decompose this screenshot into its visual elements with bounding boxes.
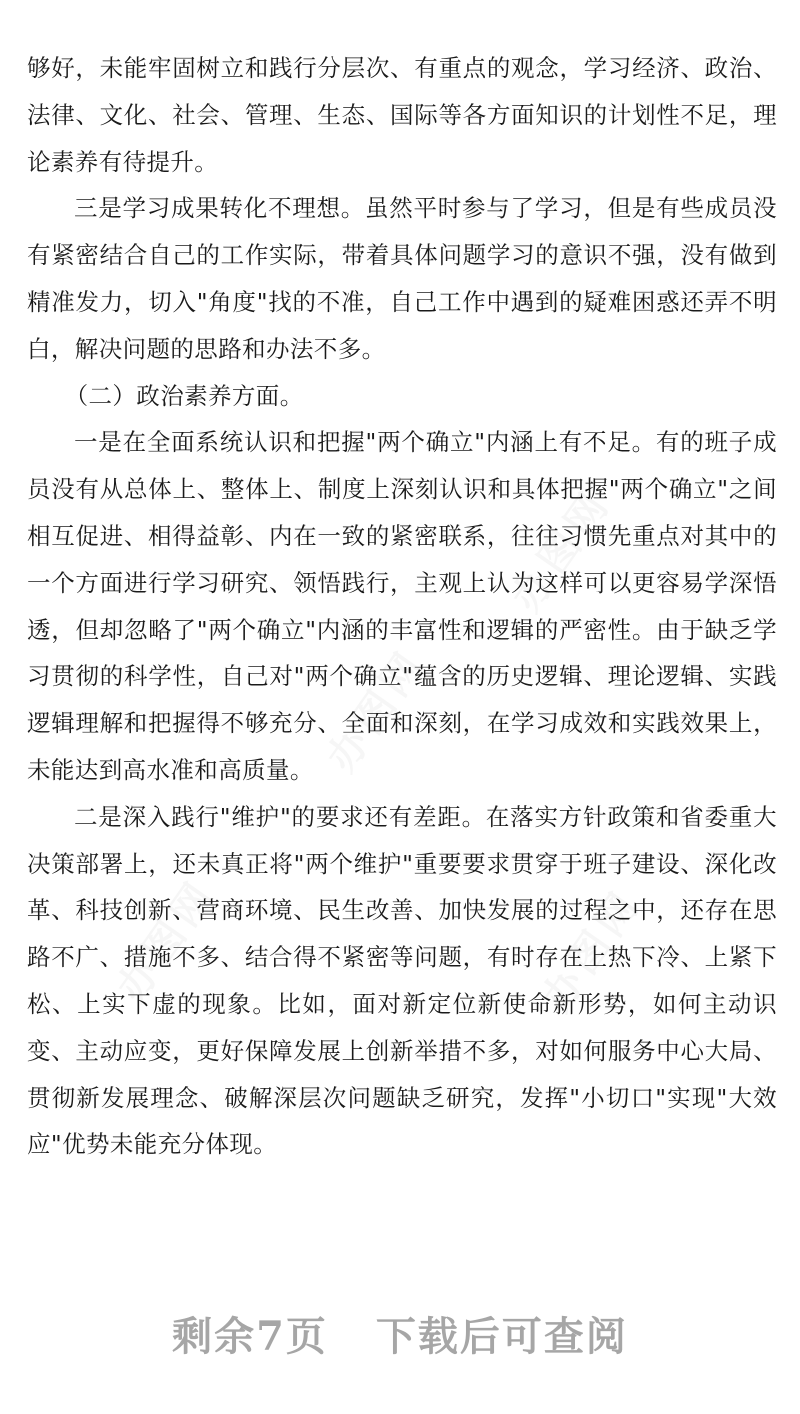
paragraph-two-safeguards: 二是深入践行"维护"的要求还有差距。在落实方针政策和省委重大决策部署上，还未真正将"两个维护"重要要求贯穿于班子建设、深化改革、科技创新、营商环境、民生改善、加快发展的过程之中，还存在思路不广、措施不多、结合得不紧密等问题，有时存在上热下冷、上紧下松、上实下虚的现象。比如，面对新定位新使命新形势，如何主动识变、主动应变，更好保障发展上创新举措不多，对如何服务中心大局、贯彻新发展理念、破解深层次问题缺乏研究，发挥"小切口"实现"大效应"优势未能充分体现。 xyxy=(27,802,777,1159)
download-hint-label: 下载后可查阅 xyxy=(375,1313,628,1360)
download-banner[interactable] xyxy=(0,1305,800,1362)
section-heading-political-literacy: （二）政治素养方面。 xyxy=(64,381,304,410)
paragraph-continuation: 够好，未能牢固树立和践行分层次、有重点的观念，学习经济、政治、法律、文化、社会、管理、生态、国际等各方面知识的计划性不足，理论素养有待提升。 xyxy=(27,54,777,176)
paragraph-learning-outcomes: 三是学习成果转化不理想。虽然平时参与了学习，但是有些成员没有紧密结合自己的工作实际，带着具体问题学习的意识不强，没有做到精准发力，切入"角度"找的不准，自己工作中遇到的疑难困惑还弄不明白，解决问题的思路和办法不多。 xyxy=(27,194,777,363)
document-body xyxy=(27,45,777,1168)
remaining-pages-label: 剩余7页 xyxy=(172,1313,328,1360)
paragraph-two-establishments: 一是在全面系统认识和把握"两个确立"内涵上有不足。有的班子成员没有从总体上、整体上、制度上深刻认识和具体把握"两个确立"之间相互促进、相得益彰、内在一致的紧密联系，往往习惯先重点对其中的一个方面进行学习研究、领悟践行，主观上认为这样可以更容易学深悟透，但却忽略了"两个确立"内涵的丰富性和逻辑的严密性。由于缺乏学习贯彻的科学性，自己对"两个确立"蕴含的历史逻辑、理论逻辑、实践逻辑理解和把握得不够充分、全面和深刻，在学习成效和实践效果上，未能达到高水准和高质量。 xyxy=(27,428,777,784)
